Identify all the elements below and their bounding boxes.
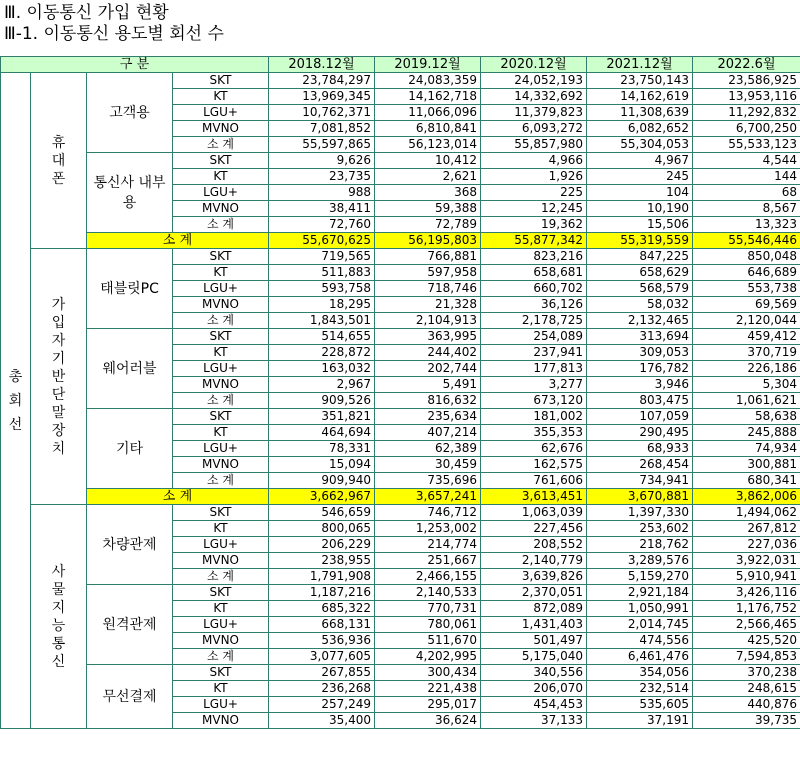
table-row (1, 585, 800, 601)
group-label: 무선결제 (87, 665, 173, 729)
value-cell: 909,526 (269, 393, 375, 409)
value-cell: 58,032 (587, 297, 693, 313)
value-cell: 780,061 (375, 617, 481, 633)
value-cell: 1,176,752 (693, 601, 800, 617)
value-cell: 9,626 (269, 153, 375, 169)
operator-label: MVNO (173, 201, 269, 217)
vertical-char: 신 (31, 653, 86, 671)
value-cell: 74,934 (693, 441, 800, 457)
value-cell: 668,131 (269, 617, 375, 633)
subtotal-value: 56,195,803 (375, 233, 481, 249)
value-cell: 454,453 (481, 697, 587, 713)
value-cell: 3,946 (587, 377, 693, 393)
value-cell: 177,813 (481, 361, 587, 377)
value-cell: 7,594,853 (693, 649, 800, 665)
value-cell: 6,082,652 (587, 121, 693, 137)
value-cell: 78,331 (269, 441, 375, 457)
value-cell: 2,132,465 (587, 313, 693, 329)
value-cell: 55,597,865 (269, 137, 375, 153)
operator-label: LGU+ (173, 185, 269, 201)
operator-label: SKT (173, 153, 269, 169)
operator-label: 소 계 (173, 393, 269, 409)
operator-label: KT (173, 265, 269, 281)
operator-label: SKT (173, 665, 269, 681)
value-cell: 370,719 (693, 345, 800, 361)
value-cell: 56,123,014 (375, 137, 481, 153)
vertical-char: 가 (31, 296, 86, 314)
subtotal-label: 소 계 (87, 489, 269, 505)
value-cell: 5,491 (375, 377, 481, 393)
value-cell: 823,216 (481, 249, 587, 265)
group-label: 웨어러블 (87, 329, 173, 409)
subtotal-row (1, 233, 800, 249)
value-cell: 23,750,143 (587, 73, 693, 89)
value-cell: 800,065 (269, 521, 375, 537)
value-cell: 3,922,031 (693, 553, 800, 569)
value-cell: 2,014,745 (587, 617, 693, 633)
value-cell: 13,953,116 (693, 89, 800, 105)
value-cell: 2,621 (375, 169, 481, 185)
outer-label (1, 73, 31, 729)
value-cell: 680,341 (693, 473, 800, 489)
table-row (1, 505, 800, 521)
value-cell: 3,639,826 (481, 569, 587, 585)
value-cell: 5,159,270 (587, 569, 693, 585)
value-cell: 2,120,044 (693, 313, 800, 329)
value-cell: 2,466,155 (375, 569, 481, 585)
vertical-char: 장 (31, 422, 86, 440)
header-period: 2018.12월 (269, 57, 375, 73)
vertical-char: 사 (31, 563, 86, 581)
value-cell: 6,093,272 (481, 121, 587, 137)
value-cell: 464,694 (269, 425, 375, 441)
header-period: 2022.6월 (693, 57, 800, 73)
value-cell: 536,936 (269, 633, 375, 649)
value-cell: 1,253,002 (375, 521, 481, 537)
vertical-char: 통 (31, 635, 86, 653)
value-cell: 1,791,908 (269, 569, 375, 585)
value-cell: 1,431,403 (481, 617, 587, 633)
value-cell: 5,910,941 (693, 569, 800, 585)
operator-label: SKT (173, 409, 269, 425)
table-row (1, 73, 800, 89)
value-cell: 514,655 (269, 329, 375, 345)
value-cell: 3,077,605 (269, 649, 375, 665)
value-cell: 24,052,193 (481, 73, 587, 89)
vertical-char: 반 (31, 368, 86, 386)
subtotal-value: 3,657,241 (375, 489, 481, 505)
value-cell: 14,162,718 (375, 89, 481, 105)
value-cell: 6,461,476 (587, 649, 693, 665)
subtotal-value: 3,670,881 (587, 489, 693, 505)
group-label: 통신사 내부용 (87, 153, 173, 233)
subtotal-value: 3,613,451 (481, 489, 587, 505)
value-cell: 245 (587, 169, 693, 185)
value-cell: 597,958 (375, 265, 481, 281)
value-cell: 746,712 (375, 505, 481, 521)
value-cell: 474,556 (587, 633, 693, 649)
value-cell: 58,638 (693, 409, 800, 425)
operator-label: 소 계 (173, 217, 269, 233)
subtotal-value: 55,670,625 (269, 233, 375, 249)
subtotal-value: 3,662,967 (269, 489, 375, 505)
vertical-char: 입 (31, 314, 86, 332)
value-cell: 440,876 (693, 697, 800, 713)
value-cell: 23,784,297 (269, 73, 375, 89)
value-cell: 1,494,062 (693, 505, 800, 521)
value-cell: 761,606 (481, 473, 587, 489)
header-period: 2021.12월 (587, 57, 693, 73)
value-cell: 11,379,823 (481, 105, 587, 121)
value-cell: 68,933 (587, 441, 693, 457)
value-cell: 988 (269, 185, 375, 201)
value-cell: 1,061,621 (693, 393, 800, 409)
value-cell: 300,881 (693, 457, 800, 473)
value-cell: 511,670 (375, 633, 481, 649)
operator-label: MVNO (173, 121, 269, 137)
value-cell: 354,056 (587, 665, 693, 681)
value-cell: 206,070 (481, 681, 587, 697)
table-row (1, 409, 800, 425)
value-cell: 2,140,533 (375, 585, 481, 601)
operator-label: LGU+ (173, 361, 269, 377)
value-cell: 658,629 (587, 265, 693, 281)
value-cell: 735,696 (375, 473, 481, 489)
value-cell: 39,735 (693, 713, 800, 729)
value-cell: 1,843,501 (269, 313, 375, 329)
value-cell: 14,332,692 (481, 89, 587, 105)
value-cell: 7,081,852 (269, 121, 375, 137)
value-cell: 511,883 (269, 265, 375, 281)
value-cell: 23,735 (269, 169, 375, 185)
value-cell: 24,083,359 (375, 73, 481, 89)
value-cell: 214,774 (375, 537, 481, 553)
value-cell: 15,094 (269, 457, 375, 473)
value-cell: 72,760 (269, 217, 375, 233)
operator-label: SKT (173, 249, 269, 265)
value-cell: 206,229 (269, 537, 375, 553)
operator-label: MVNO (173, 553, 269, 569)
vertical-char: 능 (31, 617, 86, 635)
operator-label: SKT (173, 585, 269, 601)
header-row (1, 57, 800, 73)
value-cell: 295,017 (375, 697, 481, 713)
value-cell: 11,066,096 (375, 105, 481, 121)
value-cell: 68 (693, 185, 800, 201)
value-cell: 36,126 (481, 297, 587, 313)
value-cell: 847,225 (587, 249, 693, 265)
header-period: 2020.12월 (481, 57, 587, 73)
value-cell: 12,245 (481, 201, 587, 217)
value-cell: 766,881 (375, 249, 481, 265)
operator-label: KT (173, 521, 269, 537)
vertical-char: 치 (31, 440, 86, 458)
value-cell: 11,308,639 (587, 105, 693, 121)
subtotal-value: 55,546,446 (693, 233, 800, 249)
operator-label: SKT (173, 329, 269, 345)
value-cell: 313,694 (587, 329, 693, 345)
value-cell: 19,362 (481, 217, 587, 233)
value-cell: 218,762 (587, 537, 693, 553)
value-cell: 251,667 (375, 553, 481, 569)
value-cell: 176,782 (587, 361, 693, 377)
value-cell: 226,186 (693, 361, 800, 377)
operator-label: 소 계 (173, 313, 269, 329)
value-cell: 23,586,925 (693, 73, 800, 89)
value-cell: 62,676 (481, 441, 587, 457)
operator-label: MVNO (173, 297, 269, 313)
value-cell: 267,855 (269, 665, 375, 681)
vertical-char: 말 (31, 404, 86, 422)
operator-label: LGU+ (173, 697, 269, 713)
value-cell: 309,053 (587, 345, 693, 361)
value-cell: 69,569 (693, 297, 800, 313)
value-cell: 268,454 (587, 457, 693, 473)
value-cell: 5,175,040 (481, 649, 587, 665)
group-label: 기타 (87, 409, 173, 489)
value-cell: 1,063,039 (481, 505, 587, 521)
value-cell: 770,731 (375, 601, 481, 617)
vertical-char: 폰 (31, 170, 86, 188)
value-cell: 244,402 (375, 345, 481, 361)
value-cell: 21,328 (375, 297, 481, 313)
value-cell: 227,036 (693, 537, 800, 553)
vertical-char: 대 (31, 152, 86, 170)
value-cell: 3,277 (481, 377, 587, 393)
value-cell: 2,566,465 (693, 617, 800, 633)
group-label: 원격관제 (87, 585, 173, 665)
value-cell: 909,940 (269, 473, 375, 489)
operator-label: KT (173, 169, 269, 185)
header-label: 구 분 (1, 57, 269, 73)
value-cell: 2,140,779 (481, 553, 587, 569)
table-row (1, 249, 800, 265)
value-cell: 37,191 (587, 713, 693, 729)
operator-label: KT (173, 89, 269, 105)
value-cell: 340,556 (481, 665, 587, 681)
value-cell: 872,089 (481, 601, 587, 617)
value-cell: 72,789 (375, 217, 481, 233)
section-label (31, 73, 87, 249)
operator-label: MVNO (173, 713, 269, 729)
value-cell: 1,050,991 (587, 601, 693, 617)
subtotal-row (1, 489, 800, 505)
value-cell: 370,238 (693, 665, 800, 681)
subtotal-value: 3,862,006 (693, 489, 800, 505)
vertical-char: 지 (31, 599, 86, 617)
value-cell: 235,634 (375, 409, 481, 425)
value-cell: 673,120 (481, 393, 587, 409)
value-cell: 2,370,051 (481, 585, 587, 601)
vertical-char: 휴 (31, 134, 86, 152)
value-cell: 3,289,576 (587, 553, 693, 569)
value-cell: 1,187,216 (269, 585, 375, 601)
table-row (1, 329, 800, 345)
value-cell: 232,514 (587, 681, 693, 697)
operator-label: 소 계 (173, 137, 269, 153)
operator-label: LGU+ (173, 441, 269, 457)
value-cell: 5,304 (693, 377, 800, 393)
operator-label: 소 계 (173, 649, 269, 665)
value-cell: 407,214 (375, 425, 481, 441)
value-cell: 2,178,725 (481, 313, 587, 329)
value-cell: 227,456 (481, 521, 587, 537)
value-cell: 4,544 (693, 153, 800, 169)
vertical-char: 물 (31, 581, 86, 599)
value-cell: 30,459 (375, 457, 481, 473)
operator-label: KT (173, 681, 269, 697)
value-cell: 535,605 (587, 697, 693, 713)
section-title: Ⅲ-1. 이동통신 용도별 회선 수 (4, 24, 800, 44)
value-cell: 734,941 (587, 473, 693, 489)
value-cell: 202,744 (375, 361, 481, 377)
value-cell: 685,322 (269, 601, 375, 617)
subtotal-value: 55,877,342 (481, 233, 587, 249)
value-cell: 6,700,250 (693, 121, 800, 137)
group-label: 차량관제 (87, 505, 173, 585)
group-label: 태블릿PC (87, 249, 173, 329)
value-cell: 225 (481, 185, 587, 201)
value-cell: 290,495 (587, 425, 693, 441)
value-cell: 363,995 (375, 329, 481, 345)
operator-label: LGU+ (173, 105, 269, 121)
page-title: Ⅲ. 이동통신 가입 현황 (4, 3, 800, 23)
value-cell: 719,565 (269, 249, 375, 265)
value-cell: 4,967 (587, 153, 693, 169)
value-cell: 8,567 (693, 201, 800, 217)
value-cell: 228,872 (269, 345, 375, 361)
operator-label: 소 계 (173, 569, 269, 585)
value-cell: 10,412 (375, 153, 481, 169)
value-cell: 553,738 (693, 281, 800, 297)
value-cell: 248,615 (693, 681, 800, 697)
value-cell: 14,162,619 (587, 89, 693, 105)
value-cell: 10,190 (587, 201, 693, 217)
value-cell: 236,268 (269, 681, 375, 697)
value-cell: 13,969,345 (269, 89, 375, 105)
value-cell: 254,089 (481, 329, 587, 345)
operator-label: KT (173, 345, 269, 361)
value-cell: 55,857,980 (481, 137, 587, 153)
value-cell: 15,506 (587, 217, 693, 233)
operator-label: MVNO (173, 633, 269, 649)
group-label: 고객용 (87, 73, 173, 153)
value-cell: 593,758 (269, 281, 375, 297)
value-cell: 257,249 (269, 697, 375, 713)
value-cell: 658,681 (481, 265, 587, 281)
vertical-char: 총 (1, 368, 30, 386)
value-cell: 38,411 (269, 201, 375, 217)
value-cell: 351,821 (269, 409, 375, 425)
value-cell: 55,304,053 (587, 137, 693, 153)
operator-label: KT (173, 425, 269, 441)
subtotal-label: 소 계 (87, 233, 269, 249)
value-cell: 238,955 (269, 553, 375, 569)
value-cell: 1,397,330 (587, 505, 693, 521)
value-cell: 253,602 (587, 521, 693, 537)
value-cell: 568,579 (587, 281, 693, 297)
value-cell: 2,967 (269, 377, 375, 393)
value-cell: 646,689 (693, 265, 800, 281)
vertical-char: 단 (31, 386, 86, 404)
operator-label: LGU+ (173, 537, 269, 553)
value-cell: 35,400 (269, 713, 375, 729)
value-cell: 267,812 (693, 521, 800, 537)
value-cell: 2,921,184 (587, 585, 693, 601)
value-cell: 355,353 (481, 425, 587, 441)
value-cell: 816,632 (375, 393, 481, 409)
lines-table (0, 56, 800, 729)
value-cell: 107,059 (587, 409, 693, 425)
value-cell: 162,575 (481, 457, 587, 473)
value-cell: 10,762,371 (269, 105, 375, 121)
value-cell: 55,533,123 (693, 137, 800, 153)
section-label (31, 249, 87, 505)
vertical-char: 기 (31, 350, 86, 368)
value-cell: 425,520 (693, 633, 800, 649)
value-cell: 181,002 (481, 409, 587, 425)
value-cell: 501,497 (481, 633, 587, 649)
value-cell: 2,104,913 (375, 313, 481, 329)
value-cell: 245,888 (693, 425, 800, 441)
value-cell: 18,295 (269, 297, 375, 313)
value-cell: 37,133 (481, 713, 587, 729)
subtotal-value: 55,319,559 (587, 233, 693, 249)
value-cell: 237,941 (481, 345, 587, 361)
value-cell: 208,552 (481, 537, 587, 553)
header-period: 2019.12월 (375, 57, 481, 73)
value-cell: 221,438 (375, 681, 481, 697)
value-cell: 13,323 (693, 217, 800, 233)
operator-label: LGU+ (173, 281, 269, 297)
value-cell: 3,426,116 (693, 585, 800, 601)
value-cell: 546,659 (269, 505, 375, 521)
value-cell: 163,032 (269, 361, 375, 377)
value-cell: 11,292,832 (693, 105, 800, 121)
value-cell: 803,475 (587, 393, 693, 409)
operator-label: MVNO (173, 457, 269, 473)
value-cell: 459,412 (693, 329, 800, 345)
value-cell: 1,926 (481, 169, 587, 185)
value-cell: 368 (375, 185, 481, 201)
value-cell: 62,389 (375, 441, 481, 457)
operator-label: 소 계 (173, 473, 269, 489)
table-row (1, 665, 800, 681)
table-row (1, 153, 800, 169)
operator-label: SKT (173, 505, 269, 521)
value-cell: 36,624 (375, 713, 481, 729)
value-cell: 300,434 (375, 665, 481, 681)
value-cell: 104 (587, 185, 693, 201)
vertical-char: 선 (1, 416, 30, 434)
operator-label: LGU+ (173, 617, 269, 633)
value-cell: 6,810,841 (375, 121, 481, 137)
operator-label: SKT (173, 73, 269, 89)
value-cell: 4,966 (481, 153, 587, 169)
value-cell: 660,702 (481, 281, 587, 297)
operator-label: KT (173, 601, 269, 617)
operator-label: MVNO (173, 377, 269, 393)
value-cell: 59,388 (375, 201, 481, 217)
vertical-char: 회 (1, 392, 30, 410)
value-cell: 144 (693, 169, 800, 185)
value-cell: 718,746 (375, 281, 481, 297)
value-cell: 850,048 (693, 249, 800, 265)
vertical-char: 자 (31, 332, 86, 350)
section-label (31, 505, 87, 729)
value-cell: 4,202,995 (375, 649, 481, 665)
